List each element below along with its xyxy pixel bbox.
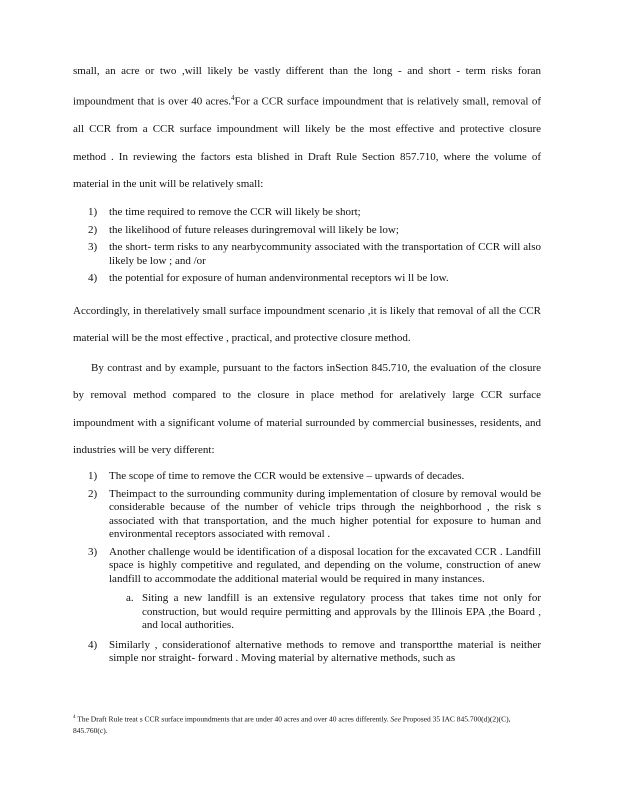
list-number: 1) (88, 470, 98, 482)
list-number: 3) (88, 545, 98, 558)
footnote (73, 712, 541, 736)
paragraph-1-text-b: For a CCR surface impoundment that is relatively small, removal of all CCR from a CCR surface impoundment will likely be the most effective and protective closure method . In reviewing the factors esta blished in Draft Rule Section 857.710, where the volume of material in the unit will be relatively small: (73, 95, 542, 190)
footnote-marker: 4 (73, 715, 76, 720)
list-item-text: The scope of time to remove the CCR would be extensive – upwards of decades. (109, 470, 465, 482)
list-number: 2) (88, 487, 98, 500)
list-number: 3) (88, 241, 98, 253)
paragraph-1-text-a: small, an acre or two ,will likely be vastly different than the long - and short - term risks foran impoundment that is over 40 acres. (73, 65, 541, 108)
list-item (88, 224, 541, 238)
paragraph-3: By contrast and by example, pursuant to the factors inSection 845.710, the evaluation of the closure by removal method compared to the closure in place method for arelatively large CCR surface impoundment with a significant volume of material surrounded by commercial businesses, residents, and industries will be very different: (73, 362, 541, 456)
list-number: 2) (88, 223, 98, 236)
sub-list-letter: a. (126, 592, 134, 604)
list-item (88, 488, 541, 542)
list-item-text: the short- term risks to any nearbycommunity associated with the transportation of CCR will also likely be low ; and /or (109, 241, 541, 267)
footnote-see: See (390, 714, 401, 724)
paragraph-1 (73, 58, 541, 198)
footnote-reference: 4 (231, 94, 235, 103)
list-item (88, 546, 541, 633)
list-number: 4) (88, 638, 98, 651)
list-item-text: the likelihood of future releases duringremoval will likely be low; (109, 223, 399, 236)
list-item (88, 241, 541, 268)
list-item (88, 272, 541, 286)
list-item (88, 639, 541, 666)
sub-list-item-text: Siting a new landfill is an extensive regulatory process that takes time not only for construction, but would require permitting and approvals by the Illinois EPA ,the Board , and local authorities. (142, 592, 541, 631)
list-item-text: the time required to remove the CCR will likely be short; (109, 206, 361, 218)
list-item (88, 470, 541, 484)
list-item-text: the potential for exposure of human andenvironmental receptors wi ll be low. (109, 272, 449, 284)
sub-list-item (126, 592, 541, 633)
list-item-text: Theimpact to the surrounding community during implementation of closure by removal would be considerable because of the number of vehicle trips through the neighborhood , the risk s associated with that transportation, and the much higher potential for exposure to human and environmental receptors associated with removal . (109, 487, 541, 540)
list-item-text: Another challenge would be identification of a disposal location for the excavated CCR . Landfill space is highly competitive and regulated, and depending on the volume, construction of anew landfill to accommodate the additional material would be required in many instances. (109, 545, 541, 585)
list-item-text: Similarly , considerationof alternative methods to remove and transportthe material is neither simple nor straight- forward . Moving material by alternative methods, such as (109, 638, 541, 664)
factor-list-small (88, 206, 541, 290)
list-number: 1) (88, 206, 98, 218)
paragraph-2: Accordingly, in therelatively small surface impoundment scenario ,it is likely that removal of all the CCR material will be the most effective , practical, and protective closure method. (73, 305, 541, 345)
factor-list-large (88, 470, 541, 670)
sub-list (109, 592, 541, 633)
list-number: 4) (88, 272, 98, 284)
list-item (88, 206, 541, 220)
footnote-citation: Proposed 35 IAC 845.700(d)(2)(C), 845.760(c). (73, 714, 511, 735)
footnote-text: The Draft Rule treat s CCR surface impoundments that are under 40 acres and over 40 acres differently. (77, 714, 389, 724)
